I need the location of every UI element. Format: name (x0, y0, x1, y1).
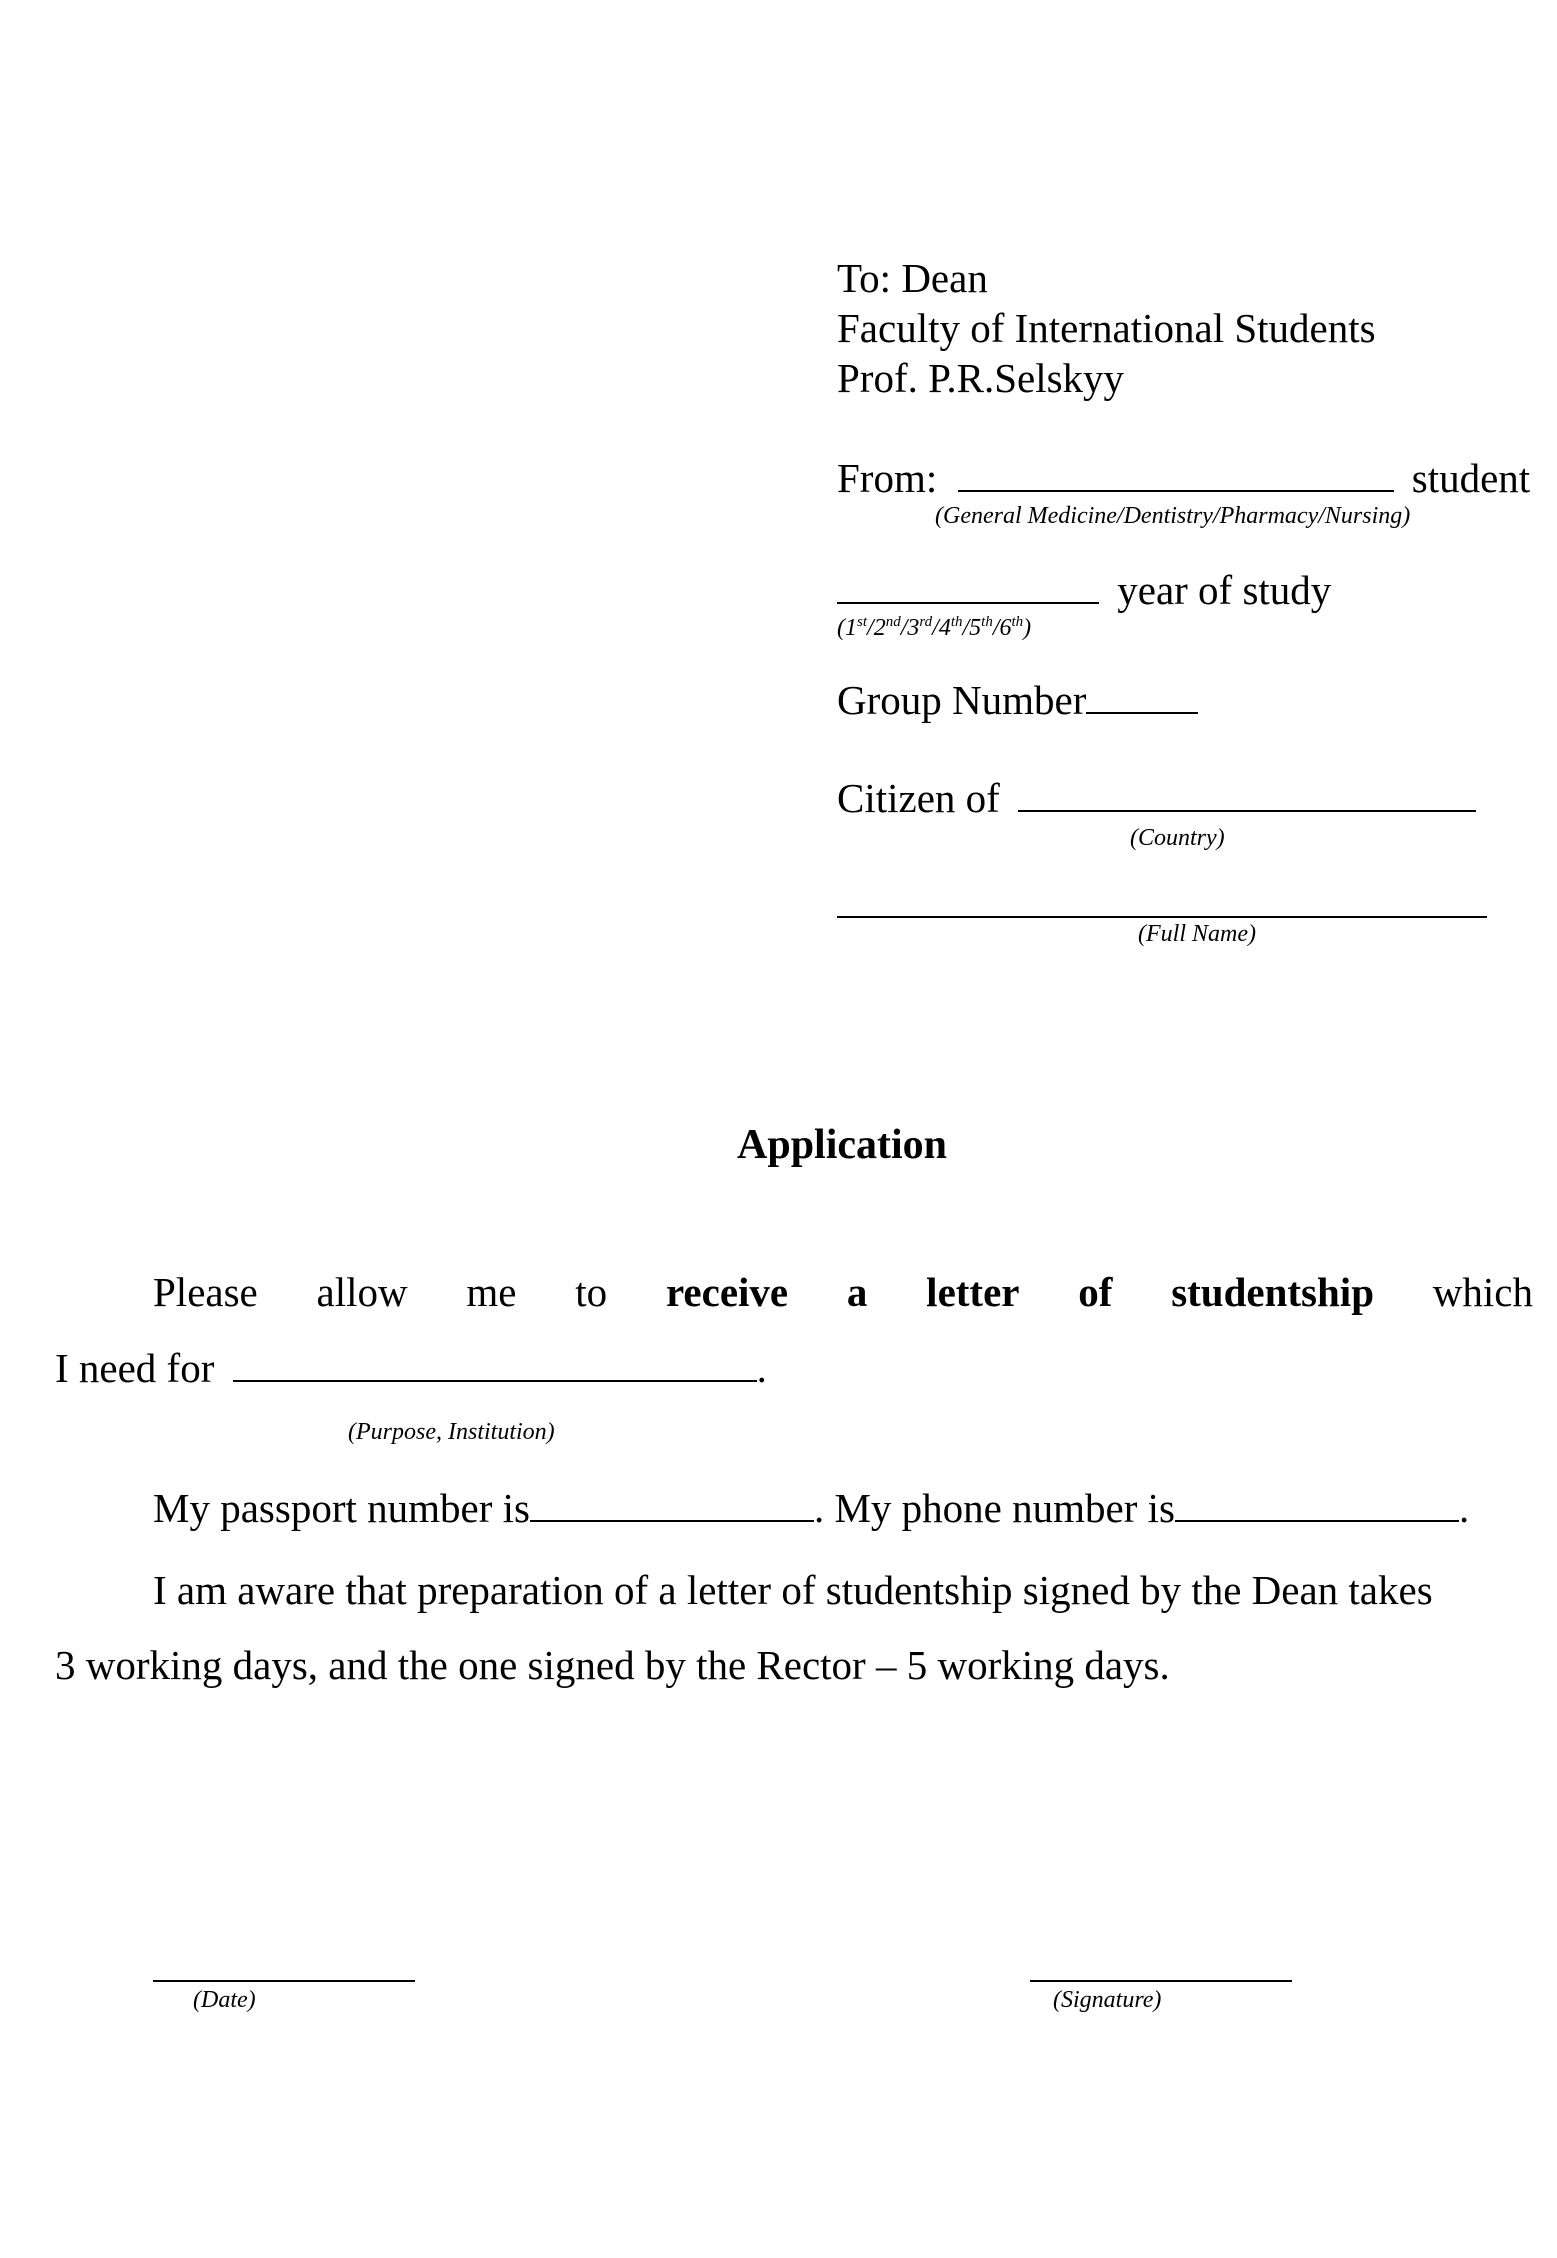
student-label: student (1411, 455, 1531, 501)
word: me (466, 1269, 517, 1315)
group-blank[interactable] (1086, 680, 1198, 714)
year-hint: (1st/2nd/3rd/4th/5th/6th) (837, 614, 1032, 641)
from-blank[interactable] (958, 458, 1394, 492)
citizen-line (837, 775, 1476, 821)
period: . (756, 1345, 767, 1391)
word: which (1432, 1269, 1533, 1315)
signature-hint: (Signature) (1053, 1987, 1162, 2013)
passport-label: My passport number is (153, 1485, 530, 1531)
specialty-hint: (General Medicine/Dentistry/Pharmacy/Nursing) (935, 503, 1411, 529)
fullname-hint: (Full Name) (1138, 921, 1256, 947)
word: Please (153, 1269, 258, 1315)
paragraph-3-line-2: 3 working days, and the one signed by the Rector – 5 working days. (55, 1642, 1170, 1688)
word: allow (316, 1269, 408, 1315)
country-hint: (Country) (1130, 825, 1225, 851)
purpose-hint: (Purpose, Institution) (348, 1419, 555, 1445)
group-line (837, 677, 1198, 723)
fullname-blank[interactable] (837, 916, 1487, 918)
faculty-line: Faculty of International Students (837, 305, 1376, 351)
bold-word: a (846, 1269, 868, 1315)
passport-blank[interactable] (530, 1488, 814, 1522)
citizen-label: Citizen of (837, 775, 1000, 821)
bold-word: letter (926, 1269, 1020, 1315)
bold-word: studentship (1171, 1269, 1375, 1315)
period: . (1458, 1485, 1470, 1531)
date-blank[interactable] (153, 1980, 415, 1982)
phone-label: . My phone number is (813, 1485, 1175, 1531)
to-line: To: Dean (837, 255, 988, 301)
word: to (575, 1269, 608, 1315)
paragraph-3-line-1: I am aware that preparation of a letter of studentship signed by the Dean takes (153, 1567, 1433, 1613)
prof-line: Prof. P.R.Selskyy (837, 355, 1125, 401)
date-hint: (Date) (193, 1987, 256, 2013)
paragraph-1-line-1 (153, 1269, 1533, 1315)
paragraph-1-line-2 (55, 1345, 767, 1391)
citizen-blank[interactable] (1018, 778, 1476, 812)
purpose-blank[interactable] (233, 1348, 757, 1382)
bold-word: of (1078, 1269, 1113, 1315)
group-label: Group Number (837, 677, 1087, 723)
from-label: From: (837, 455, 938, 501)
bold-word: receive (665, 1269, 789, 1315)
from-line (837, 455, 1531, 501)
signature-blank[interactable] (1030, 1980, 1292, 1982)
page-title: Application (737, 1122, 948, 1168)
phone-blank[interactable] (1175, 1488, 1459, 1522)
paragraph-2 (153, 1485, 1470, 1531)
need-for-label: I need for (55, 1345, 215, 1391)
year-label: year of study (1117, 567, 1332, 613)
year-blank[interactable] (837, 570, 1099, 604)
year-line (837, 567, 1332, 613)
